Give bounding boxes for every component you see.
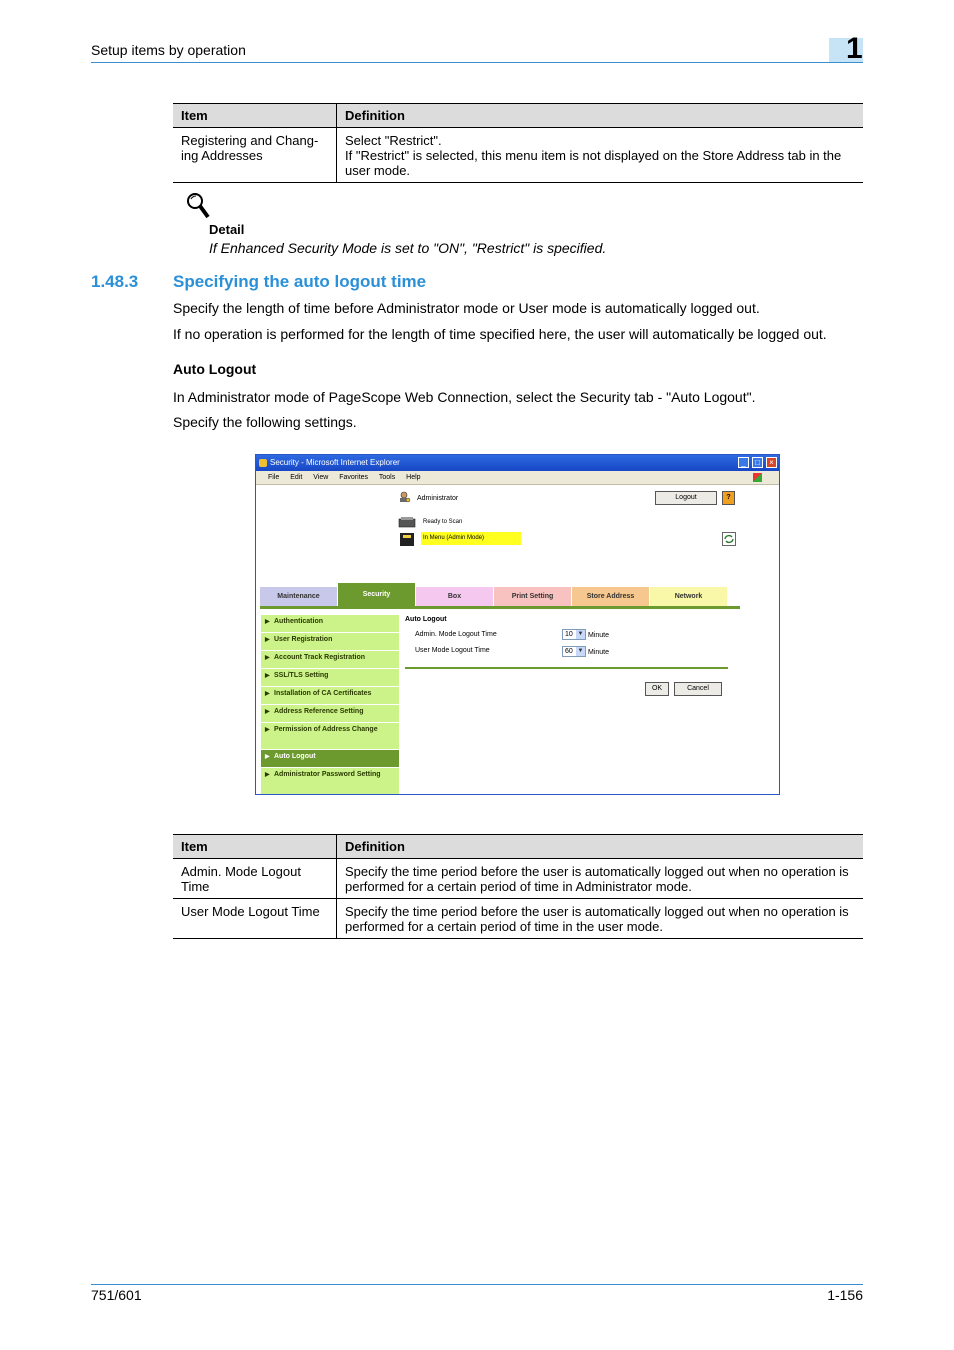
paragraph: In Administrator mode of PageScope Web Connection, select the Security tab - "Auto Logout". [173, 389, 756, 405]
paragraph: If no operation is performed for the length of time specified here, the user will automatically be logged out. [173, 326, 827, 342]
table-row [173, 128, 863, 183]
chevron-down-icon: ▼ [577, 631, 584, 637]
definition-table-1 [173, 103, 863, 183]
section-number: 1.48.3 [91, 272, 139, 291]
menu-file[interactable]: File [268, 474, 280, 481]
menu-edit[interactable]: Edit [290, 474, 303, 481]
table-cell-item: Registering and Chang-ing Addresses [173, 128, 337, 183]
menu-favorites[interactable]: Favorites [339, 474, 369, 481]
header-rule [91, 62, 863, 63]
logout-button[interactable]: Logout [655, 491, 717, 505]
side-menu-admin-password[interactable]: ▶ Administrator Password Setting [261, 768, 399, 794]
cancel-button[interactable]: Cancel [674, 682, 722, 696]
detail-text: If Enhanced Security Mode is set to "ON", "Restrict" is specified. [209, 240, 607, 256]
side-menu-address-reference[interactable]: ▶ Address Reference Setting [261, 705, 399, 722]
printer-icon [398, 531, 416, 547]
user-unit-label: Minute [588, 649, 610, 656]
side-menu-ssl-tls[interactable]: ▶ SSL/TLS Setting [261, 669, 399, 686]
table-row [173, 899, 863, 939]
paragraph: Specify the length of time before Administrator mode or User mode is automatically logged out. [173, 300, 760, 316]
footer-model: 751/601 [91, 1287, 142, 1303]
table-row [173, 859, 863, 899]
side-menu-account-track[interactable]: ▶ Account Track Registration [261, 651, 399, 668]
status-in-menu: In Menu (Admin Mode) [421, 532, 521, 545]
browser-window-screenshot [255, 454, 780, 795]
table-cell-item: Admin. Mode Logout Time [173, 859, 337, 899]
window-titlebar [256, 455, 779, 471]
tab-network[interactable]: Network [650, 587, 727, 607]
paragraph: Specify the following settings. [173, 414, 357, 430]
windows-logo-icon [753, 473, 762, 482]
magnifier-icon [186, 192, 210, 220]
section-title: Specifying the auto logout time [173, 272, 427, 291]
table-header-item: Item [173, 835, 337, 859]
menu-help[interactable]: Help [406, 474, 421, 481]
web-page-content [258, 485, 777, 792]
table-cell-definition: Specify the time period before the user is automatically logged out when no operation is performed for a certain period of time in Administrator mode. [337, 859, 864, 899]
table-cell-definition: Specify the time period before the user is automatically logged out when no operation is performed for a certain period of time in the user mode. [337, 899, 864, 939]
table-header-definition: Definition [337, 835, 864, 859]
side-menu-user-registration[interactable]: ▶ User Registration [261, 633, 399, 650]
footer-page-number: 1-156 [827, 1287, 863, 1303]
definition-line: If "Restrict" is selected, this menu item is not displayed on the Store Address tab in the user mode. [345, 148, 842, 178]
menu-tools[interactable]: Tools [378, 474, 396, 481]
table-header-item: Item [173, 104, 337, 128]
tab-security[interactable]: Security [338, 583, 415, 607]
status-ready: Ready to Scan [423, 519, 463, 525]
detail-title: Detail [209, 222, 245, 237]
scanner-icon [398, 516, 416, 528]
subheading: Auto Logout [173, 361, 257, 377]
menu-bar [256, 471, 779, 485]
tab-print-setting[interactable]: Print Setting [494, 587, 571, 607]
close-icon[interactable]: × [766, 457, 777, 468]
help-button[interactable]: ? [722, 491, 735, 505]
table-cell-definition [337, 128, 864, 183]
panel-title: Auto Logout [405, 616, 447, 623]
definition-line: Select "Restrict". [345, 133, 442, 148]
running-header: Setup items by operation [91, 42, 246, 58]
tab-maintenance[interactable]: Maintenance [260, 587, 337, 607]
panel-divider [405, 667, 728, 669]
admin-mode-logout-select[interactable]: 10 ▼ [562, 629, 586, 640]
tab-underline [260, 606, 740, 609]
window-title: Security - Microsoft Internet Explorer [270, 458, 400, 467]
user-mode-logout-select[interactable]: 60 ▼ [562, 646, 586, 657]
chapter-number: 1 [846, 32, 863, 65]
admin-mode-logout-label: Admin. Mode Logout Time [415, 631, 497, 638]
user-name: Administrator [417, 495, 459, 502]
ok-button[interactable]: OK [645, 682, 669, 696]
refresh-icon[interactable] [722, 532, 736, 546]
maximize-icon[interactable]: □ [752, 457, 763, 468]
chevron-down-icon: ▼ [577, 648, 584, 654]
tab-box[interactable]: Box [416, 587, 493, 607]
user-mode-logout-label: User Mode Logout Time [415, 647, 490, 654]
side-menu-ca-certificates[interactable]: ▶ Installation of CA Certificates [261, 687, 399, 704]
table-header-definition: Definition [337, 104, 864, 128]
menu-view[interactable]: View [313, 474, 329, 481]
side-menu-permission-address-change[interactable]: ▶ Permission of Address Change [261, 723, 399, 749]
tab-store-address[interactable]: Store Address [572, 587, 649, 607]
table-cell-item: User Mode Logout Time [173, 899, 337, 939]
minimize-icon[interactable]: _ [738, 457, 749, 468]
administrator-icon [399, 491, 411, 503]
side-menu-authentication[interactable]: ▶ Authentication [261, 615, 399, 632]
side-menu-auto-logout[interactable]: ▶ Auto Logout [261, 750, 399, 767]
definition-table-2 [173, 834, 863, 939]
ie-icon [259, 459, 267, 467]
admin-unit-label: Minute [588, 632, 610, 639]
footer-rule [91, 1284, 863, 1285]
